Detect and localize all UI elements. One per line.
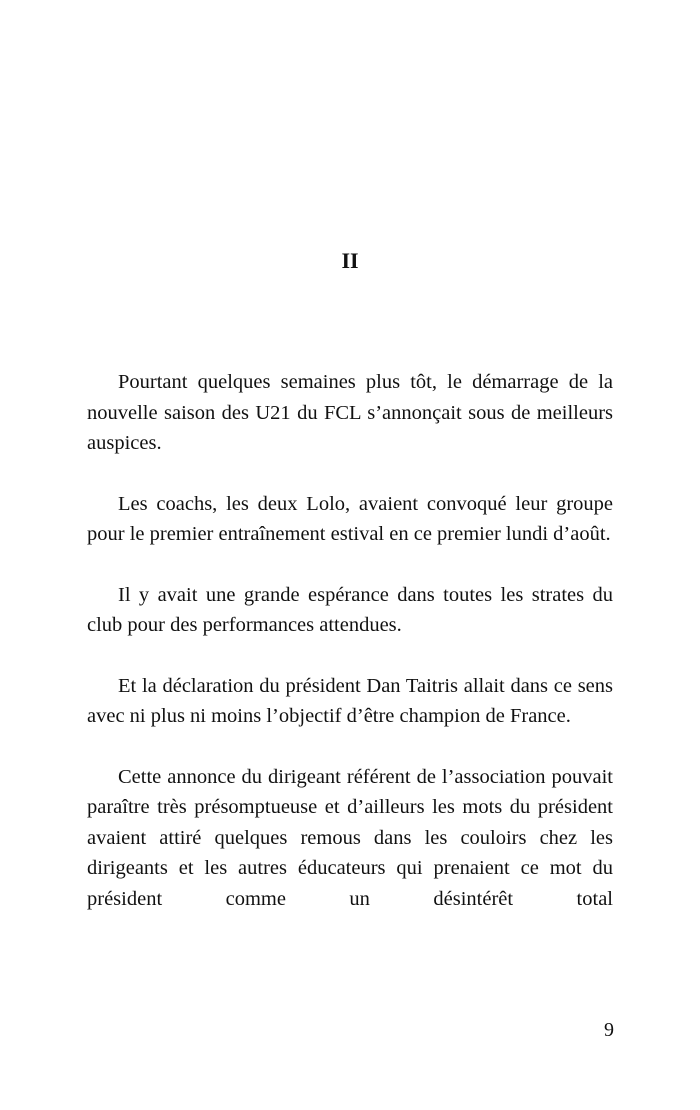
page-number: 9 xyxy=(604,1019,614,1041)
chapter-heading: II xyxy=(341,248,359,273)
paragraph: Les coachs, les deux Lolo, avaient convoqué leur groupe pour le premier entraînement estival en ce premier lundi d’août. xyxy=(87,492,613,545)
body-text xyxy=(87,367,613,914)
paragraph: Et la déclaration du président Dan Taitris allait dans ce sens avec ni plus ni moins l’objectif d’être champion de France. xyxy=(87,674,613,727)
paragraph: Cette annonce du dirigeant référent de l’association pouvait paraître très présomptueuse et d’ailleurs les mots du président avaient attiré quelques remous dans les couloirs chez les dirigeants et les autres éducateurs qui prenaient ce mot du président comme un désintérêt total xyxy=(87,765,613,910)
paragraph: Pourtant quelques semaines plus tôt, le démarrage de la nouvelle saison des U21 du FCL s’annonçait sous de meilleurs auspices. xyxy=(87,371,613,454)
paragraph: Il y avait une grande espérance dans toutes les strates du club pour des performances attendues. xyxy=(87,583,613,636)
